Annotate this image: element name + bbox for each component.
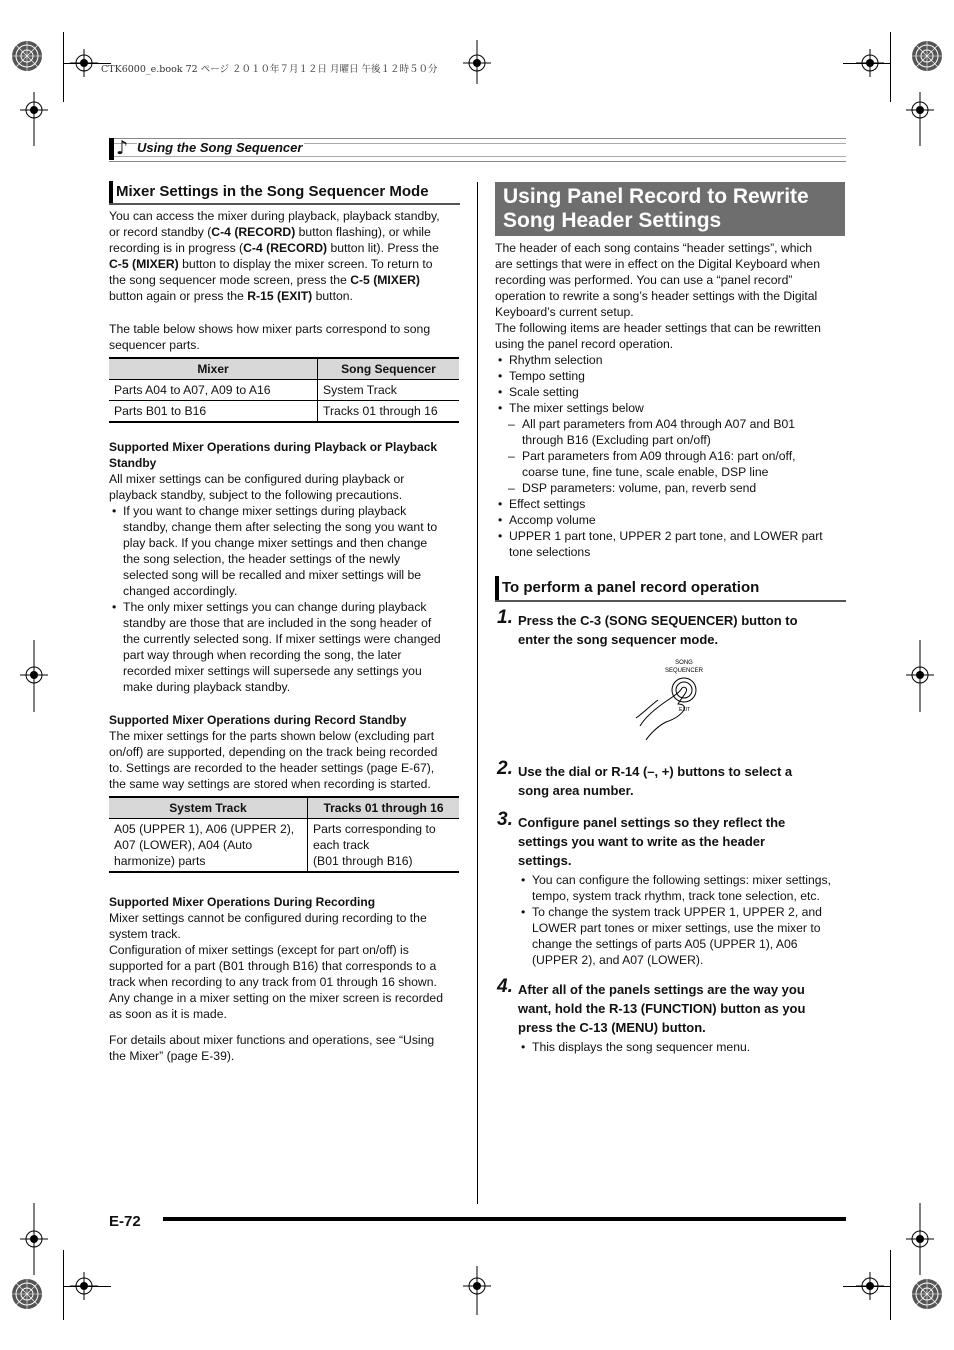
list-item: • UPPER 1 part tone, UPPER 2 part tone, and LOWER part tone selections xyxy=(495,528,847,560)
record-standby-table xyxy=(109,796,459,873)
mixer-intro: You can access the mixer during playback, playback standby, or record standby (C-4 (RECORD) button flashing), or while recording is in progress (C-4 (RECORD) button lit). Press the C-5 (MIXER) button to display the mixer screen. To return to the song sequencer mode screen, press the C-5 (MIXER) button again or press the R-15 (EXIT) button. xyxy=(109,209,440,303)
page-number: E-72 xyxy=(109,1213,141,1230)
table-header: Song Sequencer xyxy=(318,358,460,380)
list-item: • Effect settings xyxy=(495,496,847,512)
file-meta-line: CTK6000_e.book 72 ページ ２０１０年７月１２日 月曜日 午後１２時５０分 xyxy=(101,64,438,75)
table-row: Parts B01 to B16 Tracks 01 through 16 xyxy=(109,401,459,423)
step-4: 4. After all of the panels settings are the way you want, hold the R-13 (FUNCTION) button as you press the C-13 (MENU) button. • This displays the song sequencer menu. xyxy=(497,980,849,1060)
illus-label-sequencer: SEQUENCER xyxy=(664,668,704,674)
illus-label-song: SONG xyxy=(675,660,693,666)
list-item: – Part parameters from A09 through A16: part on/off, coarse tune, fine tune, scale enable, DSP line xyxy=(495,448,847,480)
list-item: • The only mixer settings you can change during playback standby are those that are included in the song header of the currently selected song. If mixer settings were changed part way through when recording the song, the later recorded mixer settings will supersede any settings you make during playback standby. xyxy=(109,599,461,695)
list-item: • If you want to change mixer settings during playback standby, change them after selecting the song you want to play back. If you change mixer settings and then change the song selection, the header settings of the newly selected song will be recalled and mixer settings will be changed accordingly. xyxy=(109,503,461,599)
song-sequencer-button-illustration xyxy=(628,656,718,746)
table-header: System Track xyxy=(109,797,308,819)
list-item: • You can configure the following settings: mixer settings, tempo, system track rhythm, track tone selection, etc. xyxy=(518,872,848,904)
list-item: • Scale setting xyxy=(495,384,847,400)
list-item: – DSP parameters: volume, pan, reverb send xyxy=(495,480,847,496)
table-header: Tracks 01 through 16 xyxy=(308,797,460,819)
list-item: • Rhythm selection xyxy=(495,352,847,368)
table-header: Mixer xyxy=(109,358,318,380)
panel-record-intro: The header of each song contains “header settings”, which are settings that were in effect on the Digital Keyboard when recording was performed. You can use a “panel record” operation to rewrite a song’s header settings with the Digital Keyboard’s current setup. The following items are header settings that can be rewritten using the panel record operation. • Rhythm selection • Tempo setting • Scale setting • The mixer settings below – All part parameters from A04 through A07 and B01 through B16 (Excluding part on/off) – Part parameters from A09 through A16: part on/off, coarse tune, fine tune, scale enable, DSP line – DSP parameters: volume, pan, reverb send • Effect settings • Accomp volume • UPPER 1 part tone, UPPER 2 part tone, and LOWER part tone selections xyxy=(495,240,847,560)
closing-note: For details about mixer functions and operations, see “Using the Mixer” (page E-39). xyxy=(109,1033,435,1063)
list-item: • The mixer settings below xyxy=(495,400,847,416)
list-item: – All part parameters from A04 through A07 and B01 through B16 (Excluding part on/off) xyxy=(495,416,847,448)
step-2: 2. Use the dial or R-14 (–, +) buttons to select a song area number. xyxy=(497,758,793,798)
procedure-heading: To perform a panel record operation xyxy=(495,576,846,602)
step-3: 3. Configure panel settings so they reflect the settings you want to write as the header settings. • You can configure the following settings: mixer settings, tempo, system track rhythm, track tone selection, etc. • To change the system track UPPER 1, UPPER 2, and LOWER part tones or mixer settings, use the mixer to change the settings of parts A05 (UPPER 1), A06 (UPPER 2), and A07 (LOWER). xyxy=(497,813,849,973)
list-item: • This displays the song sequencer menu. xyxy=(518,1039,848,1055)
step-1: 1. Press the C-3 (SONG SEQUENCER) button to enter the song sequencer mode. xyxy=(497,607,798,647)
running-header xyxy=(109,138,846,160)
list-item: • To change the system track UPPER 1, UPPER 2, and LOWER part tones or mixer settings, use the mixer to change the settings of parts A05 (UPPER 1), A06 (UPPER 2), and A07 (LOWER). xyxy=(518,904,848,968)
mixer-parts-table xyxy=(109,357,459,423)
footer-rule xyxy=(163,1217,846,1221)
section-heading-mixer: Mixer Settings in the Song Sequencer Mode xyxy=(109,181,460,205)
illus-label-exit: EXIT xyxy=(679,707,691,713)
recording-section: Supported Mixer Operations During Recording Mixer settings cannot be configured during recording to the system track. Configuration of mixer settings (except for part on/off) is supported for a part (B01 through B16) that corresponds to a track when recording to any track from 01 through 16 shown. Any change in a mixer setting on the mixer screen is recorded as soon as it is made. xyxy=(109,895,443,1021)
list-item: • Tempo setting xyxy=(495,368,847,384)
playback-standby-section: Supported Mixer Operations during Playback or Playback Standby All mixer settings can be configured during playback or playback standby, subject to the following precautions. • If you want to change mixer settings during playback standby, change them after selecting the song you want to play back. If you change mixer settings and then change the song selection, the header settings of the newly selected song will be recalled and mixer settings will be changed accordingly. • The only mixer settings you can change during playback standby are those that are included in the song header of the currently selected song. If mixer settings were changed part way through when recording the song, the later recorded mixer settings will supersede any settings you make during playback standby. xyxy=(109,439,461,695)
running-header-title: Using the Song Sequencer xyxy=(137,140,303,155)
table-row: A05 (UPPER 1), A06 (UPPER 2), A07 (LOWER), A04 (Auto harmonize) parts Parts corresponding to each track (B01 through B16) xyxy=(109,819,459,873)
record-standby-section: Supported Mixer Operations during Record Standby The mixer settings for the parts shown below (excluding part on/off) are supported, depending on the track being recorded to. Settings are recorded to the header settings (page E-67), the same way settings are stored when recording is started. xyxy=(109,713,438,791)
list-item: • Accomp volume xyxy=(495,512,847,528)
table-intro: The table below shows how mixer parts correspond to song sequencer parts. xyxy=(109,322,431,352)
section-heading-panel-record: Using Panel Record to Rewrite Song Header Settings xyxy=(495,182,845,236)
table-row: Parts A04 to A07, A09 to A16 System Track xyxy=(109,380,459,401)
music-note-icon: ♪ xyxy=(116,137,129,159)
column-divider xyxy=(477,182,478,1204)
